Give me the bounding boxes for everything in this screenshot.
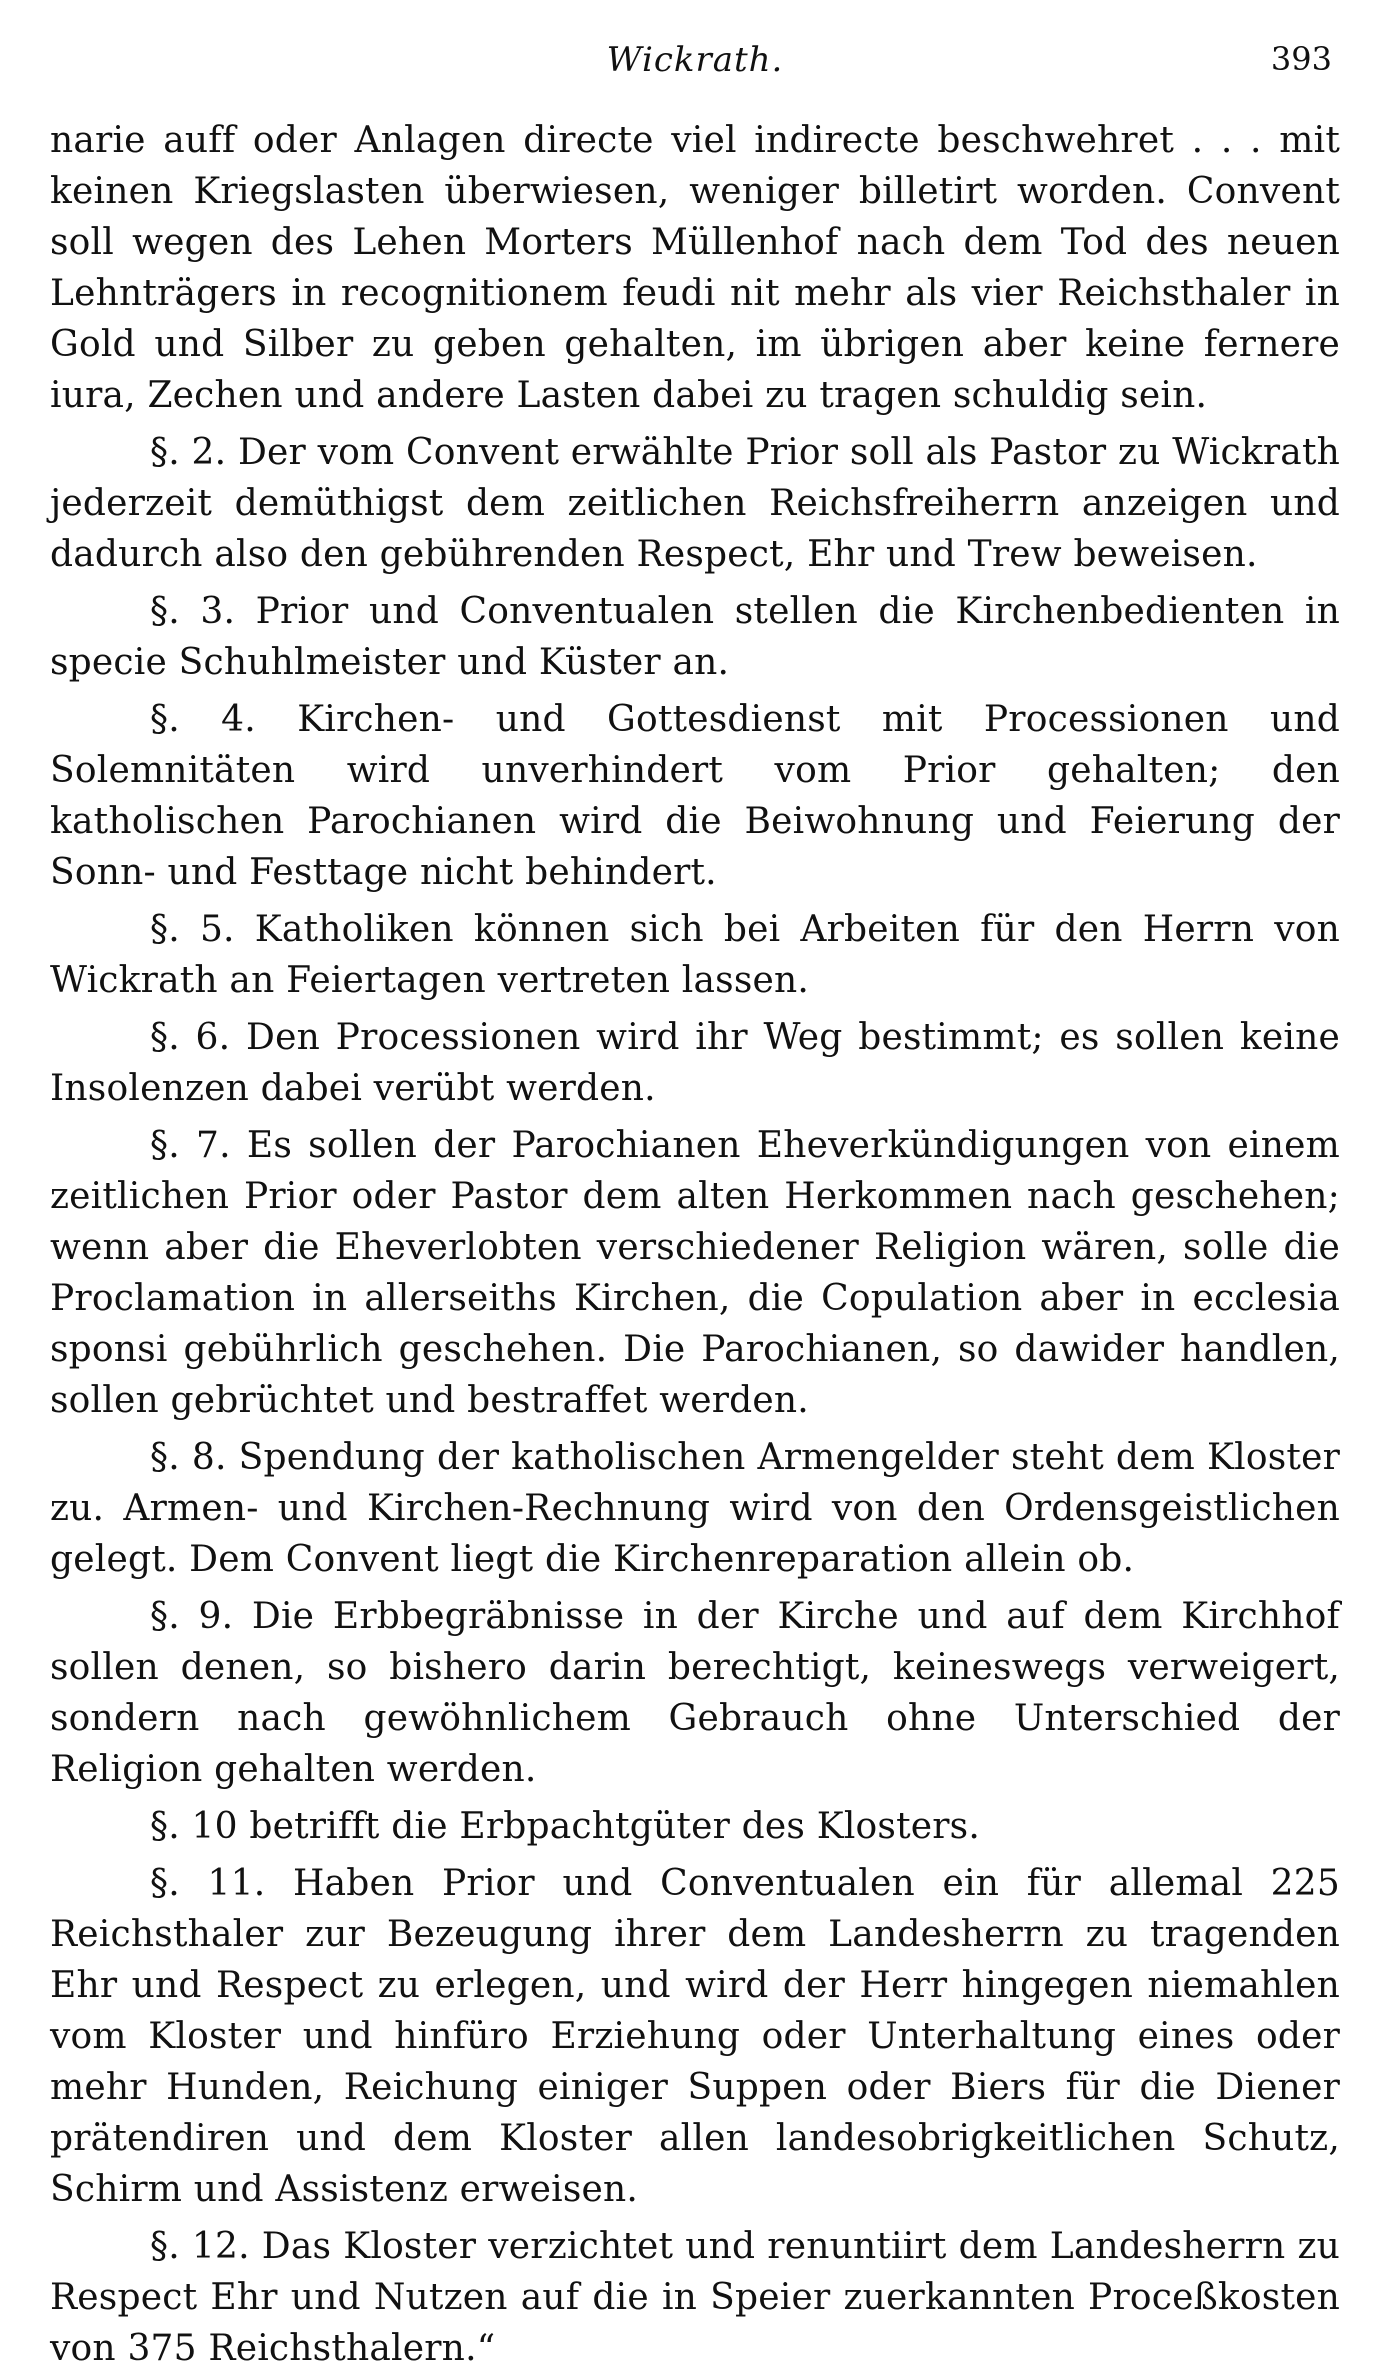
paragraph-section-2: §. 2. Der vom Convent erwählte Prior soll als Pastor zu Wickrath jederzeit demüthigst dem zeitlichen Reichsfreiherrn anzeigen und dadurch also den gebührenden Respect, Ehr und Trew beweisen. — [50, 432, 1340, 575]
paragraph-section-8: §. 8. Spendung der katholischen Armengelder steht dem Kloster zu. Armen- und Kirchen-Rechnung wird von den Ordensgeistlichen gelegt. Dem Convent liegt die Kirchenreparation allein ob. — [50, 1437, 1340, 1580]
page-header — [50, 40, 1340, 100]
paragraph-section-4: §. 4. Kirchen- und Gottesdienst mit Processionen und Solemnitäten wird unverhindert vom Prior gehalten; den katholischen Parochianen wird die Beiwohnung und Feierung der Sonn- und Festtage nicht behindert. — [50, 699, 1340, 893]
paragraph-section-12: §. 12. Das Kloster verzichtet und renuntiirt dem Landesherrn zu Respect Ehr und Nutzen auf die in Speier zuerkannten Proceßkosten von 375 Reichsthalern.“ — [50, 2226, 1340, 2369]
running-title: Wickrath. — [606, 40, 784, 80]
paragraph-continuation: narie auff oder Anlagen directe viel indirecte beschwehret . . . mit keinen Kriegslasten überwiesen, weniger billetirt worden. Convent soll wegen des Lehen Morters Müllenhof nach dem Tod des neuen Lehnträgers in recognitionem feudi nit mehr als vier Reichsthaler in Gold und Silber zu geben gehalten, im übrigen aber keine fernere iura, Zechen und andere Lasten dabei zu tragen schuldig sein. — [50, 120, 1340, 416]
paragraph-section-6: §. 6. Den Processionen wird ihr Weg bestimmt; es sollen keine Insolenzen dabei verübt werden. — [50, 1017, 1340, 1109]
paragraph-section-11: §. 11. Haben Prior und Conventualen ein für allemal 225 Reichsthaler zur Bezeugung ihrer dem Landesherrn zu tragenden Ehr und Respect zu erlegen, und wird der Herr hingegen niemahlen vom Kloster und hinfüro Erziehung oder Unterhaltung eines oder mehr Hunden, Reichung einiger Suppen oder Biers für die Diener prätendiren und dem Kloster allen landesobrigkeitlichen Schutz, Schirm und Assistenz erweisen. — [50, 1863, 1340, 2210]
paragraph-section-5: §. 5. Katholiken können sich bei Arbeiten für den Herrn von Wickrath an Feiertagen vertreten lassen. — [50, 909, 1340, 1001]
body-text — [50, 115, 1340, 2380]
page-number: 393 — [1270, 40, 1332, 78]
paragraph-section-3: §. 3. Prior und Conventualen stellen die Kirchenbedienten in specie Schuhlmeister und Küster an. — [50, 591, 1340, 683]
paragraph-section-9: §. 9. Die Erbbegräbnisse in der Kirche und auf dem Kirchhof sollen denen, so bishero darin berechtigt, keineswegs verweigert, sondern nach gewöhnlichem Gebrauch ohne Unterschied der Religion gehalten werden. — [50, 1596, 1340, 1790]
paragraph-section-7: §. 7. Es sollen der Parochianen Eheverkündigungen von einem zeitlichen Prior oder Pastor dem alten Herkommen nach geschehen; wenn aber die Eheverlobten verschiedener Religion wären, solle die Proclamation in allerseiths Kirchen, die Copulation aber in ecclesia sponsi gebührlich geschehen. Die Parochianen, so dawider handlen, sollen gebrüchtet und bestraffet werden. — [50, 1125, 1340, 1421]
paragraph-section-10: §. 10 betrifft die Erbpachtgüter des Klosters. — [150, 1806, 980, 1847]
